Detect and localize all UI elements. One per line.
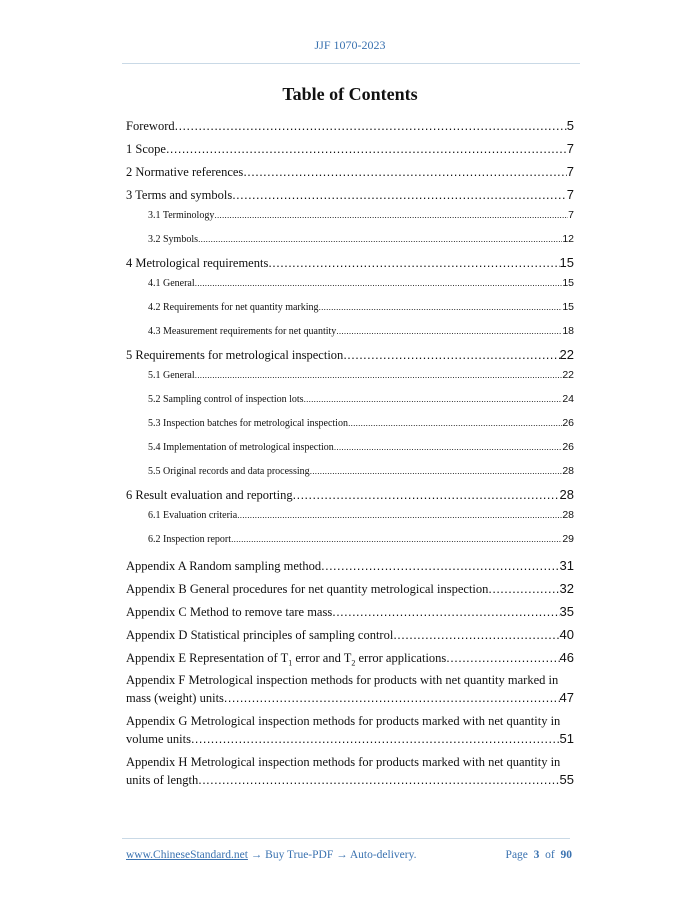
footer-promo: www.ChineseStandard.net → Buy True-PDF → Auto-delivery. [126,849,417,861]
toc-page-number: 28 [562,465,574,477]
toc-entry-inspection-batches[interactable]: 5.3 Inspection batches for metrological inspection ..... 26 [148,417,574,429]
toc-entry-appendix-h[interactable]: Appendix H Metrological inspection methods for products marked with net quantity in units of length ..... 55 [126,754,574,789]
toc-page-number: 24 [562,393,574,405]
toc-entry-evaluation-criteria[interactable]: 6.1 Evaluation criteria ..... 28 [148,509,574,521]
toc-page-number: 15 [559,255,574,270]
toc-page-number: 12 [562,233,574,245]
footer-divider [122,838,570,839]
toc-entry-result-evaluation[interactable]: 6 Result evaluation and reporting ..... 28 [126,487,574,503]
toc-entry-general-5-1[interactable]: 5.1 General ..... 22 [148,369,574,381]
toc-entry-appendix-e[interactable]: Appendix E Representation of $T_1$ error and $T_2$ error applications ..... 46 [126,650,574,668]
toc-page-number: 29 [562,533,574,545]
toc-page-number: 51 [559,730,574,746]
toc-page-number: 7 [566,141,574,156]
toc-entry-scope[interactable]: 1 Scope ..... 7 [126,141,574,157]
toc-page-number: 28 [562,509,574,521]
page-indicator: Page 3 of 90 [505,849,572,861]
toc-page-number: 15 [562,277,574,289]
toc-page-number: 26 [562,441,574,453]
document-code-header: JJF 1070-2023 [314,38,386,52]
toc-entry-appendix-b[interactable]: Appendix B General procedures for net quantity metrological inspection ..... 32 [126,581,574,597]
header-divider [122,63,580,64]
toc-page-number: 35 [559,604,574,619]
toc-page-number: 5 [566,118,574,133]
toc-entry-foreword[interactable]: Foreword ..... 5 [126,118,574,134]
toc-page-number: 40 [559,627,574,642]
toc-entry-metrological-requirements[interactable]: 4 Metrological requirements ..... 15 [126,255,574,271]
toc-entry-appendix-c[interactable]: Appendix C Method to remove tare mass ..... 35 [126,604,574,620]
toc-entry-terminology[interactable]: 3.1 Terminology ..... 7 [148,209,574,221]
toc-page-number: 7 [568,209,574,221]
toc-entry-appendix-d[interactable]: Appendix D Statistical principles of sampling control ..... 40 [126,627,574,643]
toc-page-number: 55 [559,771,574,787]
toc-entry-metrological-inspection[interactable]: 5 Requirements for metrological inspection ..... 22 [126,347,574,363]
toc-entry-terms-symbols[interactable]: 3 Terms and symbols ..... 7 [126,187,574,203]
toc-page-number: 46 [559,650,574,665]
toc-page-number: 22 [559,347,574,362]
toc-entry-implementation[interactable]: 5.4 Implementation of metrological inspection ..... 26 [148,441,574,453]
toc-entry-sampling-control[interactable]: 5.2 Sampling control of inspection lots ..... 24 [148,393,574,405]
page-title: Table of Contents [282,84,418,104]
toc-page-number: 7 [566,164,574,179]
table-of-contents [126,116,574,789]
toc-entry-normative-references[interactable]: 2 Normative references ..... 7 [126,164,574,180]
toc-page-number: 31 [559,558,574,573]
toc-page-number: 7 [566,187,574,202]
toc-entry-appendix-f[interactable]: Appendix F Metrological inspection methods for products with net quantity marked in mass (weight) units ..... 47 [126,672,574,707]
toc-page-number: 32 [559,581,574,596]
toc-entry-original-records[interactable]: 5.5 Original records and data processing ..... 28 [148,465,574,477]
toc-page-number: 15 [562,301,574,313]
toc-page-number: 26 [562,417,574,429]
toc-entry-symbols[interactable]: 3.2 Symbols ..... 12 [148,233,574,245]
website-link[interactable]: www.ChineseStandard.net [126,849,248,861]
toc-entry-inspection-report[interactable]: 6.2 Inspection report ..... 29 [148,533,574,545]
page-footer [126,849,572,861]
toc-entry-general-4-1[interactable]: 4.1 General ..... 15 [148,277,574,289]
toc-page-number: 28 [559,487,574,502]
toc-entry-net-quantity-marking[interactable]: 4.2 Requirements for net quantity marking ..... 15 [148,301,574,313]
toc-entry-appendix-a[interactable]: Appendix A Random sampling method ..... 31 [126,558,574,574]
toc-page-number: 18 [562,325,574,337]
toc-entry-measurement-requirements[interactable]: 4.3 Measurement requirements for net quantity ..... 18 [148,325,574,337]
toc-page-number: 22 [562,369,574,381]
toc-page-number: 47 [559,689,574,705]
toc-entry-appendix-g[interactable]: Appendix G Metrological inspection methods for products marked with net quantity in volume units ..... 51 [126,713,574,748]
